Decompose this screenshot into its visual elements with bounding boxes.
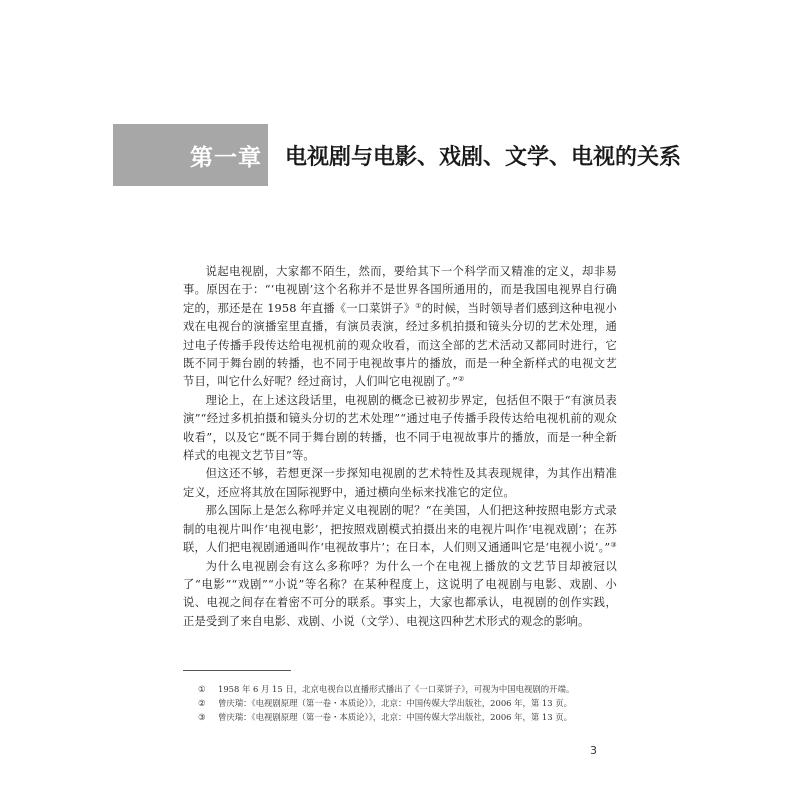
footnote-mark: ③ [198, 711, 206, 722]
body-text [183, 263, 617, 631]
chapter-header [113, 124, 681, 186]
footnote-reference[interactable]: ① [415, 301, 422, 310]
chapter-number: 第一章 [190, 144, 262, 171]
paragraph [183, 502, 617, 557]
footnote [198, 711, 628, 725]
chapter-number-box [113, 124, 268, 186]
footnote-reference[interactable]: ③ [610, 541, 617, 550]
paragraph [183, 392, 617, 466]
paragraph-text: 但这还不够，若想更深一步探知电视剧的艺术特性及其表现规律，为其作出精准定义，还应将其放在国际视野中，通过横向坐标来找准它的定位。 [183, 467, 617, 499]
footnote-text: 曾庆瑞：《电视剧原理（第一卷・本质论）》，北京：中国传媒大学出版社，2006 年，第 13 页。 [218, 711, 572, 722]
paragraph-text: 的时候，当时领导者们感到这种电视小戏在电视台的演播室里直播，有演员表演，经过多机拍摄和镜头分切的艺术处理，通过电子传播手段传达给电视机前的观众收看，而这全部的艺术活动又都同时进行，它既不同于舞台剧的转播，也不同于电视故事片的播放，而是一种全新样式的电视文艺节目，叫它什么好呢？经过商讨，人们叫它电视剧了。” [183, 301, 617, 389]
footnote-text: 曾庆瑞：《电视剧原理（第一卷・本质论）》，北京：中国传媒大学出版社，2006 年，第 13 页。 [218, 697, 572, 708]
paragraph-text: 说起电视剧，大家都不陌生，然而，要给其下一个科学而又精准的定义，却非易事。原因在于：“‘电视剧’这个名称并不是世界各国所通用的，而是我国电视界自行确定的，那还是在 1958 年直播《一口菜饼子》 [183, 265, 617, 315]
paragraph-text: 为什么电视剧会有这么多称呼？为什么一个在电视上播放的文艺节目却被冠以了“电影”“戏剧”“小说”等名称？在某种程度上，这说明了电视剧与电影、戏剧、小说、电视之间存在着密不可分的联系。事实上，大家也都承认，电视剧的创作实践，正是受到了来自电影、戏剧、小说（文学）、电视这四种艺术形式的观念的影响。 [183, 559, 617, 628]
footnote-text: 1958 年 6 月 15 日，北京电视台以直播形式播出了《一口菜饼子》，可视为中国电视剧的开端。 [218, 684, 575, 694]
chapter-title: 电视剧与电影、戏剧、文学、电视的关系 [285, 144, 682, 170]
footnotes [198, 683, 628, 724]
footnote-reference[interactable]: ② [458, 375, 465, 384]
paragraph [183, 465, 617, 502]
footnote-divider [183, 670, 291, 671]
footnote [198, 683, 628, 697]
paragraph [183, 263, 617, 392]
paragraph-text: 那么国际上是怎么称呼并定义电视剧的呢？“在美国，人们把这种按照电影方式录制的电视片叫作‘电视电影’，把按照戏剧模式拍摄出来的电视片叫作‘电视戏剧’；在苏联，人们把电视剧通通叫作‘电视故事片’；在日本，人们则又通通叫它是‘电视小说’。” [183, 504, 617, 555]
footnote [198, 697, 628, 711]
footnote-mark: ① [198, 684, 206, 694]
paragraph-text: 理论上，在上述这段话里，电视剧的概念已被初步界定，包括但不限于“有演员表演”“经过多机拍摄和镜头分切的艺术处理”“通过电子传播手段传达给电视机前的观众收看”，以及它“既不同于舞台剧的转播，也不同于电视故事片的播放，而是一种全新样式的电视文艺节目”等。 [183, 393, 617, 463]
footnote-mark: ② [198, 697, 206, 708]
paragraph [183, 558, 617, 632]
page-number: 3 [590, 744, 597, 757]
